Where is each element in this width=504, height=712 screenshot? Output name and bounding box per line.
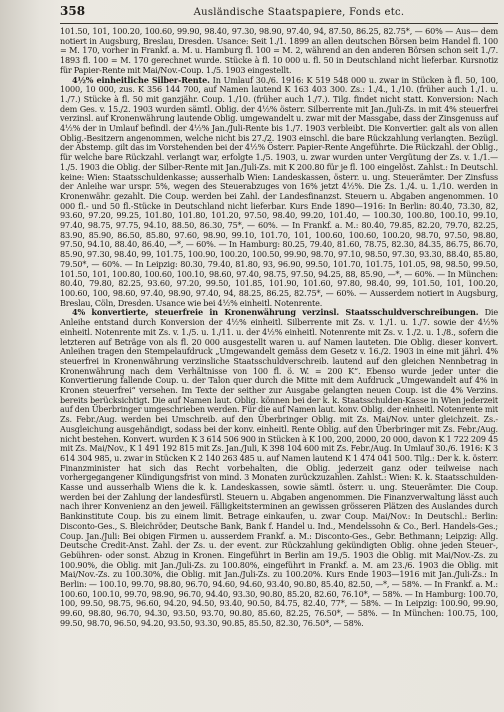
paragraph-konvertierte-rente [60,308,498,628]
paragraph-text: 101.50, 101, 100.20, 100.60, 99.90, 98.40, 97.30, 98.90, 97.40, 94, 87.50, 86.25, 82.75*, — 60% — Aus— dem notiert in Augsburg, Breslau, Dresden. Usance: Seit 1./1. 1899 an allen deutschen Börsen beim Handel fl. 100 = M. 170, vorher in Frankf. a. M. u. Hamburg fl. 100 = M. 2, während an den anderen Börsen schon seit 1./7. 1893 fl. 100 = M. 170 gerechnet wurde. Stücke à fl. 10 000 u. fl. 50 in Deutschland nicht lieferbar. Kursnotiz für Papier-Rente mit Mai/Nov.-Coup. 1./5. 1903 eingestellt. [60,26,498,75]
page-number: 358 [60,4,86,18]
section-heading: 4% konvertierte, steuerfreie in Kronenwährung verzinsl. Staatsschuldverschreibungen. [72,307,479,318]
paragraph-papierrente-end [60,27,498,76]
paragraph-text: In Umlauf 30./6. 1916: K 519 548 000 u. zwar in Stücken à fl. 50, 100, 1000, 10 000, zus. K 356 144 700, auf Namen lautend K 163 403 300. Zs.: 1./4., 1./10. (früher auch 1./1. u. 1./7.) Stücke à fl. 50 mit ganzjähr. Coup. 1./10. (früher auch 1./7.). Tilg. findet nicht statt. Konversion: Nach dem Ges. v. 15./2. 1903 wurden sämtl. Oblig. der 4½% österr. Silberrente mit Jan./Juli-Zs. in mit 4% steuerfrei verzinsl. auf Kronenwährung lautende Oblig. umgewandelt u. zwar mit der Massgabe, dass der Zinsgenuss auf 4½% der in Umlauf befindl. der 4½% Jan./Juli-Rente bis 1./7. 1903 verbleibt. Die Konvertier. galt als von allen Oblig.-Besitzern angenommen, welche nicht bis 27./2. 1903 einschl. die bare Rückzahlung verlangten. Bezügl. der Abstemp. gilt das im Vorstehenden bei der 4½% Österr. Papier-Rente Angeführte. Die Rückzahl. der Oblig., für welche bare Rückzahl. verlangt war, erfolgte 1./5. 1903, u. zwar wurden unter Vergütung der Zs. v. 1./1.—1./5. 1903 die Oblig. der Silber-Rente mit Jan./Juli-Zs. mit K 200.80 für je fl. 100 eingelöst. Zahlst.: In Deutschl. keine: Wien: Staatsschuldenkasse; ausserhalb Wien: Landeskassen, österr. u. ung. Steuerämter. Der Zinsfuss der Anleihe war urspr. 5%, wegen des Steuerabzuges von 16% jetzt 4½%. Die Zs. 1./4. u. 1./10. werden in Kronenwähr. gezahlt. Die Coup. werden bei Zahl. der Landesfinanzst. Steuern u. Abgaben angenommen. 10 000 fl.- und 50 fl.-Stücke in Deutschland nicht lieferbar. Kurs Ende 1890—1916: In Berlin: 80.40, 73.30, 82, 93.60, 97.20, 99.25, 101.80, 101.80, 101.20, 97.50, 98.40, 99.20, 101.40, — 100.30, 100.80, 100.10, 99.10, 97.40, 98.75, 97.75, 94.10, 88.50, 86.30, 75*, — 60%. — In Frankf. a. M.: 80.40, 79.85, 82.20, 79.70, 82.25, 83.90, 85.90, 86.50, 85.80, 97.60, 98.90, 99.10, 101.70, 101, 100.60, 100.60, 100.20, 98.70, 97.50, 98.80, 97.50, 94.10, 88.40, 86.40, —*, — 60%. — In Hamburg: 80.25, 79.40, 81.60, 78.75, 82.30, 84.35, 86.75, 86.70, 85.90, 97.30, 98.40, 99, 101.75, 100.90, 100.20, 100.50, 99.90, 98.70, 97.10, 98.50, 97.30, 93.30, 88.40, 85.80, 79.50*, — 60%. — In Leipzig: 80.30, 79.40, 81.80, 93, 96.90, 99.50, 101.70, 101.75, 101.05, 98, 98.50, 99.50, 101.50, 101, 100.80, 100.60, 100.10, 98.60, 97.40, 98.75, 97.50, 94.25, 88, 85.90, —*, — 60%. — In München: 80.40, 79.80, 82.25, 93.60, 97.20, 99.50, 101.85, 101.90, 101.60, 97.80, 98.40, 99, 101.50, 101, 100.20, 100.60, 100, 98.60, 97.40, 98.90, 97.40, 94, 88.25, 86.25, 82.75*, — 60%. — Ausserdem notiert in Augsburg, Breslau, Cöln, Dresden. Usance wie bei 4½% einheitl. Notenrente. [60,74,498,308]
page-header [60,4,498,24]
paragraph-text: Die Anleihe entstand durch Konversion der 4½% einheitl. Silberrente mit Zs. v. 1./1. u. 1./7. sowie der 4½% einheitl. Notenrente mit Zs. v. 1./5. u. 1./11. u. der 4½% einheitl. Notenrente mit Zs. v. 1./2. u. 1./8., sofern die letzteren auf Beträge von als fl. 20 000 ausgestellt waren u. auf Namen lauteten. Die Oblig. dieser konvert. Anleihen tragen den Stempelaufdruck „Umgewandelt gemäss dem Gesetz v. 16./2. 1903 in eine mit jährl. 4% steuerfrei in Kronenwährung verzinsliche Staatsschuldverschreib. lautend auf den gleichen Nennbetrag in Kronenwährung nach dem Verhältnisse von 100 fl. ö. W. = 200 K“. Ebenso wurde jeder unter die Konvertierung fallende Coup. u. der Talon quer durch die Mitte mit dem Aufdruck „Umgewandelt auf 4% in Kronen steuerfrei“ versehen. Im Texte der seither zur Ausgabe gelangten neuen Coup. ist die 4% Verzins. bereits berücksichtigt. Die auf Namen laut. Oblig. können bei der k. k. Staatsschulden-Kasse in Wien jederzeit auf den Überbringer umgeschrieben werden. Für die auf Namen laut. konv. Oblig. der einheitl. Notenrente mit Zs. Febr./Aug. werden bei Umschreib. auf den Überbringer Oblig. mit Zs. Mai/Nov. unter gleichzeit. Zs.-Ausgleichung ausgehändigt, sodass bei der konv. einheitl. Rente Oblig. auf den Überbringer mit Zs. Febr./Aug. nicht bestehen. Konvert. wurden K 3 614 506 900 in Stücken à K 100, 200, 2000, 20 000, davon K 1 722 209 45 mit Zs. Mai/Nov., K 1 491 192 815 mit Zs. Jan./Juli, K 398 104 600 mit Zs. Febr./Aug. In Umlauf 30./6. 1916: K 3 614 304 985, u. zwar in Stücken K 2 140 263 485 u. auf Namen lautend K 1 474 041 500. Tilg.: Der k. k. österr. Finanzminister hat sich das Recht vorbehalten, die Oblig. jederzeit ganz oder teilweise nach vorhergegangener Kündigungsfrist von mind. 3 Monaten zurückzuzahlen. Zahlst.: Wien: K. k. Staatsschulden-Kasse und ausserhalb Wiens die k. k. Landeskassen, sowie sämtl. österr. u. ung. Steuerämter. Die Coup. werden bei der Zahlung der landesfürstl. Steuern u. Abgaben angenommen. Die Finanzverwaltung lässt auch nach ihrer Konvenienz an den jeweil. Fälligkeitsterminen an gewissen grösseren Plätzen des Auslandes durch Bankinstitute Coup. bis zu einem limit. Betrage einkaufen, u. zwar Coup. Mai/Nov.: In Deutschl.: Berlin: Disconto-Ges., S. Bleichröder, Deutsche Bank, Bank f. Handel u. Ind., Mendelssohn & Co., Berl. Handels-Ges.; Coup. Jan./Juli: Bei obigen Firmen u. ausserdem Frankf. a. M.: Disconto-Ges., Gebr. Bethmann; Leipzig: Allg. Deutsche Credit-Anst. Zahl. der Zs. u. der event. zur Rückzahlung gekündigten Oblig. ohne jeden Steuer-, Gebühren- oder sonst. Abzug in Kronen. Eingeführt in Berlin am 19./5. 1903 die Oblig. mit Mai/Nov.-Zs. zu 100.90%, die Oblig. mit Jan./Juli-Zs. zu 100.80%, eingeführt in Frankf. a. M. am 23./6. 1903 die Oblig. mit Mai/Nov.-Zs. zu 100.30%, die Oblig. mit Jan./Juli-Zs. zu 100.20%. Kurs Ende 1903—1916 mit Jan./Juli-Zs.: In Berlin: — 100.10, 99.70, 98.80, 96.70, 94.60, 94.60, 93.40, 90.80, 85.40, 82.50, —*, — 58%. — In Frankf. a. M.: 100.60, 100.10, 99.70, 98.90, 96.70, 94.40, 93.30, 90.80, 85.20, 82.60, 76.10*, — 58%. — In Hamburg: 100.70, 100, 99.50, 98.75, 96.60, 94.20, 94.50, 93.40, 90.50, 84.75, 82.40, 77*, — 58%. — In Leipzig: 100.90, 99.90, 99.60, 98.80, 96.70, 94.30, 93.50, 93.70, 90.80, 85.60, 82.25, 76.50*, — 58%. — In München: 100.75, 100, 99.50, 98.70, 96.50, 94.20, 93.50, 93.30, 90.85, 85.50, 82.30, 76.50*, — 58%. [60,307,499,628]
section-heading: 4½% einheitliche Silber-Rente. [72,74,210,85]
running-title: Ausländische Staatspapiere, Fonds etc. [193,7,405,18]
paragraph-silber-rente [60,76,498,309]
